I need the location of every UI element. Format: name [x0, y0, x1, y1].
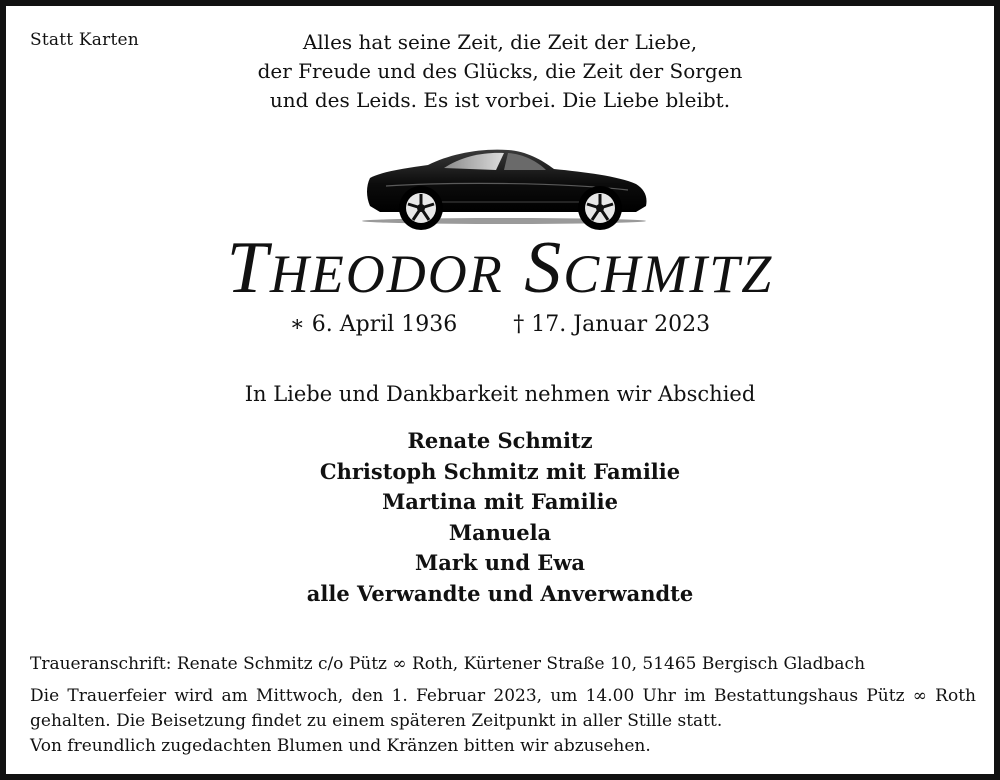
death-date: † 17. Januar 2023 [513, 312, 711, 337]
poem-line: und des Leids. Es ist vorbei. Die Liebe bleibt. [269, 88, 731, 112]
mourner: Manuela [448, 519, 552, 545]
last-name-rest: CHMITZ [563, 244, 774, 304]
first-name-rest: HEODOR [269, 244, 504, 304]
funeral-notice [30, 684, 976, 759]
birth-date: ∗ 6. April 1936 [289, 312, 458, 337]
first-name-initial: T [226, 227, 270, 309]
mourner: Christoph Schmitz mit Familie [319, 458, 681, 484]
mourner: Martina mit Familie [382, 489, 618, 514]
poem [6, 28, 994, 115]
mourner: Renate Schmitz [407, 428, 593, 453]
mourners-list [6, 426, 994, 609]
notice-line: gehalten. Die Beisetzung findet zu einem späteren Zeitpunkt in aller Stille statt. [30, 711, 723, 731]
farewell-line: In Liebe und Dankbarkeit nehmen wir Abschied [244, 382, 756, 406]
mourner: alle Verwandte und Anverwandte [306, 580, 694, 606]
poem-line: Alles hat seine Zeit, die Zeit der Liebe, [302, 30, 698, 54]
mourner: Mark und Ewa [415, 550, 585, 575]
sports-car-icon [358, 142, 650, 232]
life-dates [6, 312, 994, 337]
last-name-initial: S [524, 227, 564, 309]
notice-line: Von freundlich zugedachten Blumen und Kränzen bitten wir abzusehen. [30, 736, 651, 756]
statt-karten-label: Statt Karten [30, 30, 139, 50]
deceased-name [6, 228, 994, 314]
poem-line: der Freude und des Glücks, die Zeit der Sorgen [257, 59, 743, 83]
notice-line: Die Trauerfeier wird am Mittwoch, den 1. Februar 2023, um 14.00 Uhr im Bestattungshaus Pütz ∞ Roth [30, 686, 976, 706]
mourning-address: Traueranschrift: Renate Schmitz c/o Pütz ∞ Roth, Kürtener Straße 10, 51465 Bergisch Gladbach [30, 654, 866, 674]
